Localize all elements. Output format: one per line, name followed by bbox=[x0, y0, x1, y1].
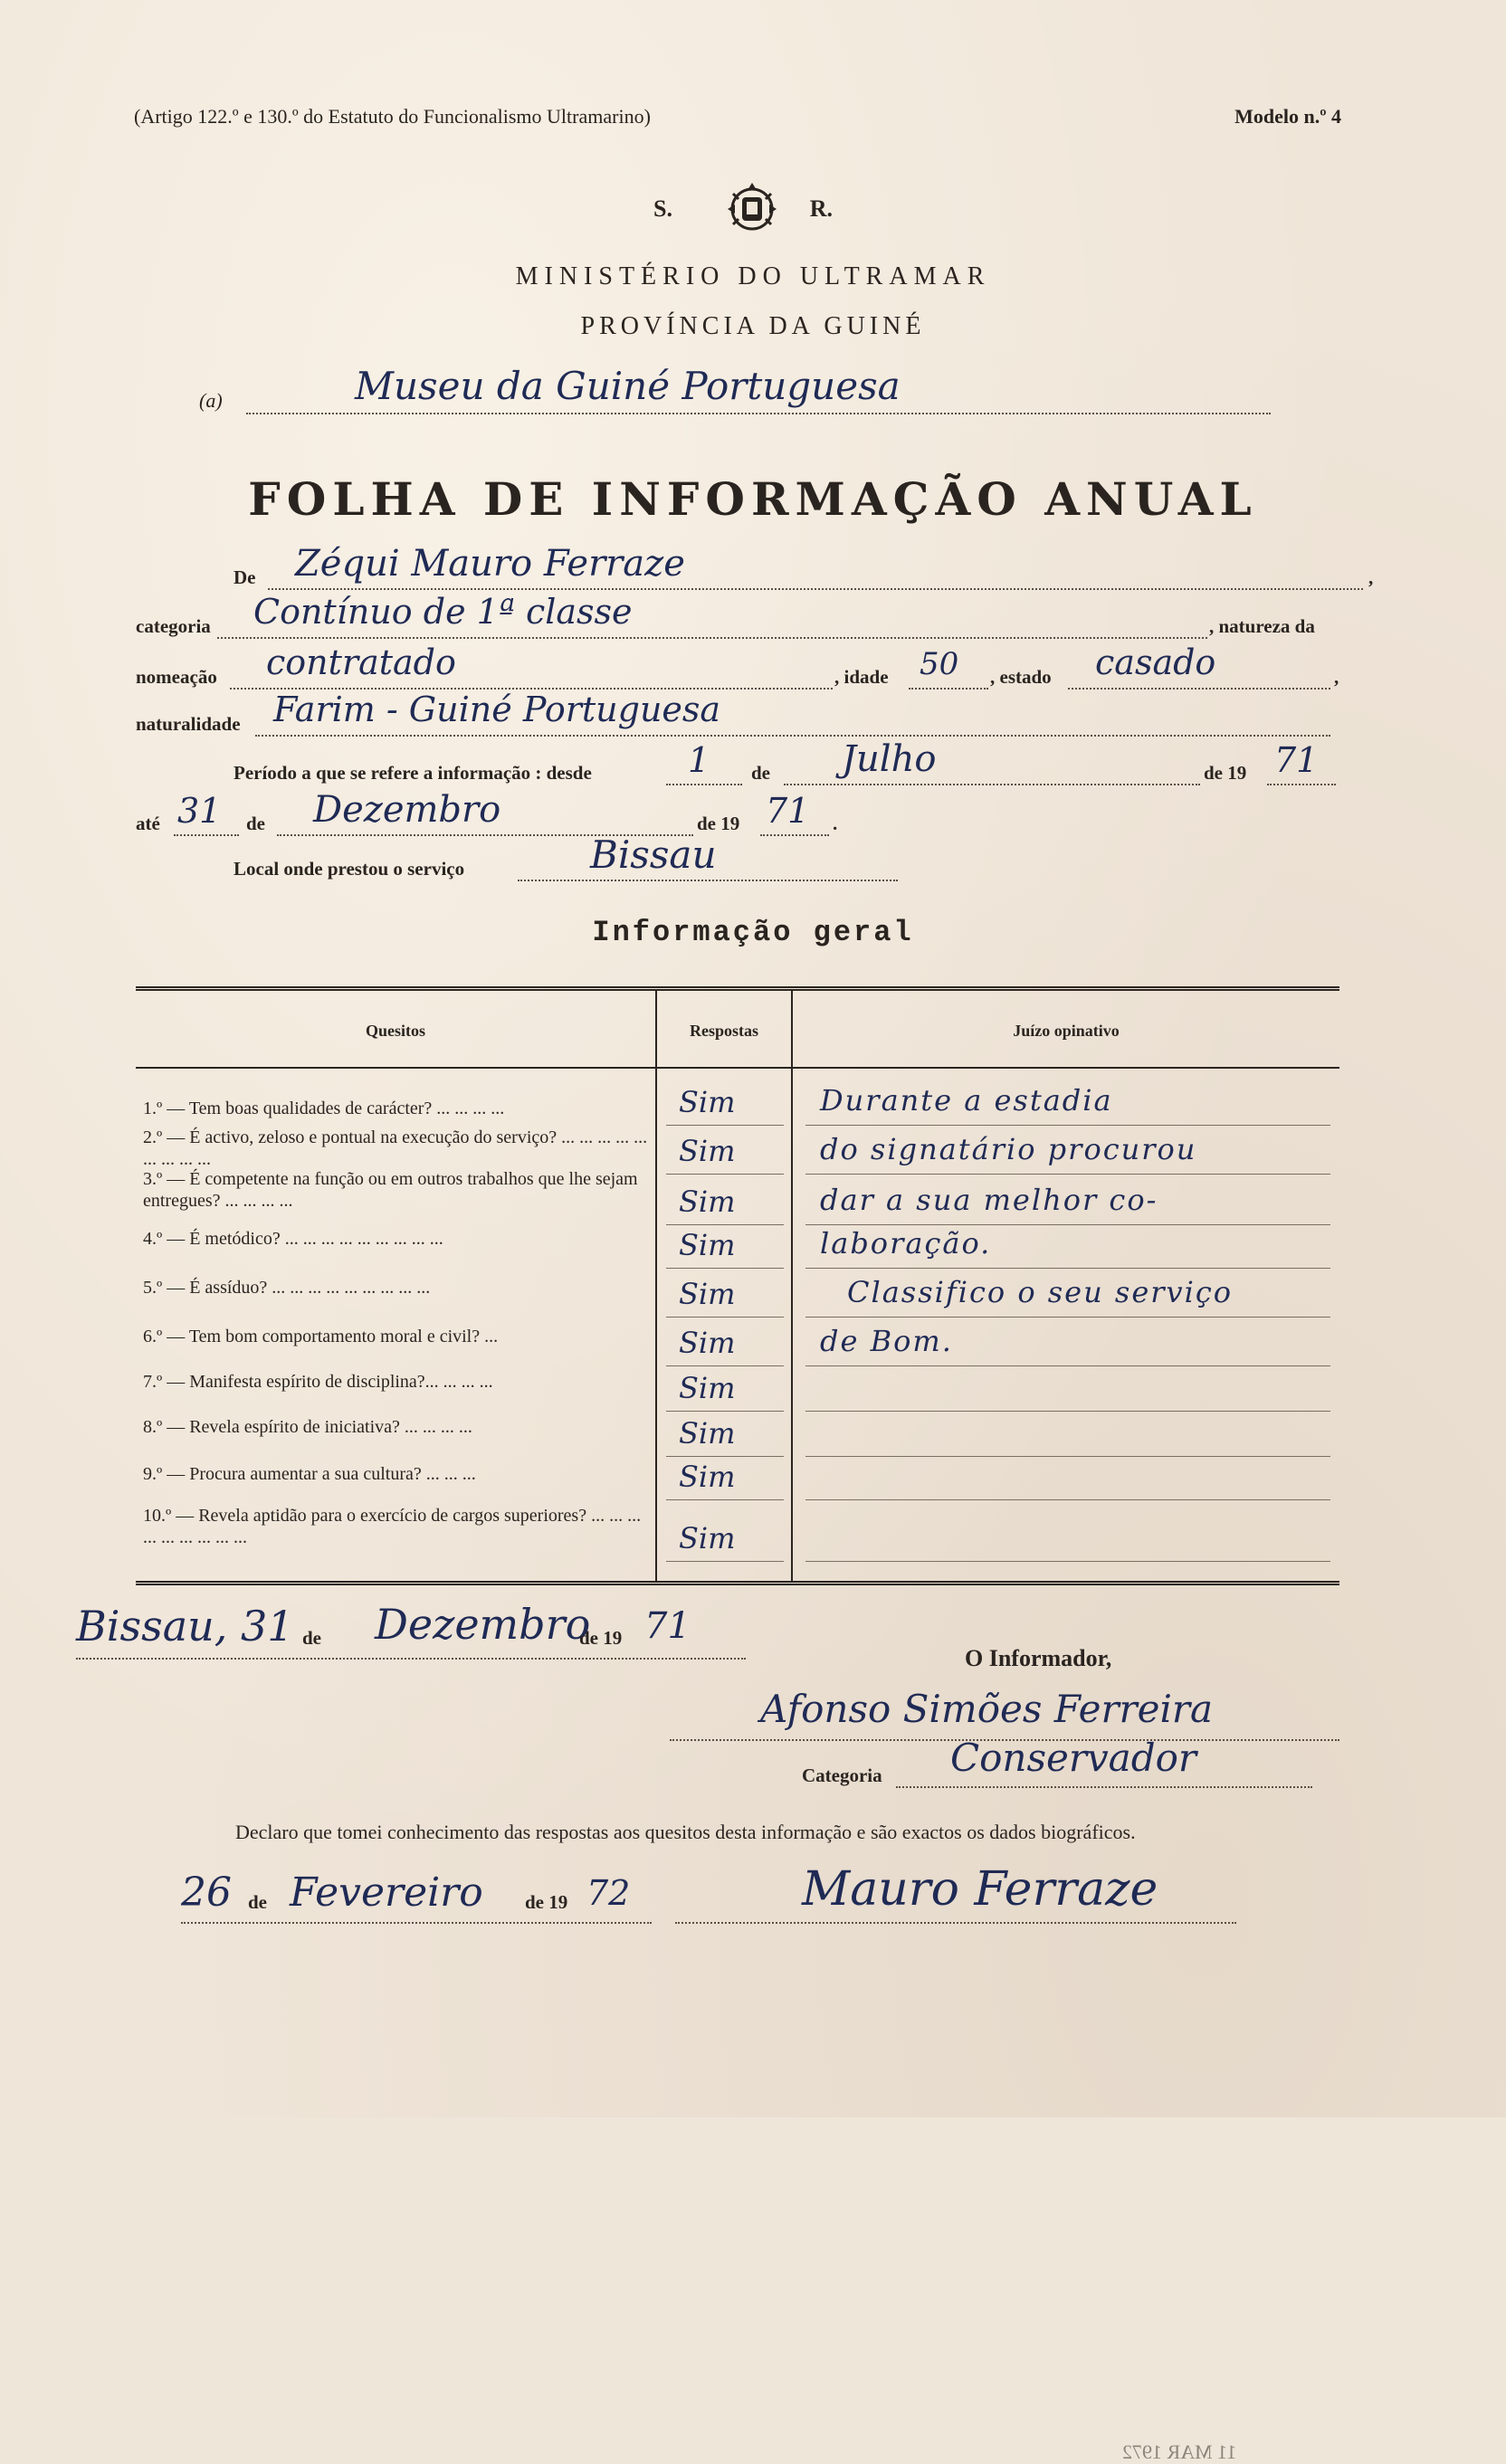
opinion-underline bbox=[805, 1456, 1330, 1457]
estado-value: casado bbox=[1095, 642, 1216, 682]
de-comma: , bbox=[1368, 566, 1374, 588]
sr-right: R. bbox=[809, 195, 833, 222]
answer-underline bbox=[666, 1456, 784, 1457]
categoria-value: Contínuo de 1ª classe bbox=[253, 592, 633, 632]
to-month-field bbox=[277, 789, 693, 836]
answer-4: Sim bbox=[679, 1228, 736, 1262]
nomeacao-label: nomeação bbox=[136, 666, 217, 688]
footer-year-value: 71 bbox=[644, 1605, 691, 1647]
declaration-date-field bbox=[181, 1869, 652, 1924]
footer-de-2: de 19 bbox=[579, 1627, 623, 1649]
informador-label: O Informador, bbox=[965, 1645, 1112, 1671]
declarant-signature: Mauro Ferraze bbox=[802, 1862, 1158, 1917]
answer-underline bbox=[666, 1411, 784, 1412]
to-year-value: 71 bbox=[766, 791, 810, 831]
from-day-field bbox=[666, 740, 742, 785]
answer-3: Sim bbox=[679, 1184, 736, 1219]
local-value: Bissau bbox=[590, 832, 717, 877]
answer-8: Sim bbox=[679, 1416, 736, 1451]
opinion-line-1: Durante a estadia bbox=[820, 1083, 1113, 1118]
estado-label: , estado bbox=[990, 666, 1052, 688]
declaration-text: Declaro que tomei conhecimento das respostas aos quesitos desta informação e são exactos os dados biográficos. bbox=[235, 1821, 1136, 1843]
place-date-value: Bissau, 31 bbox=[76, 1602, 294, 1651]
answer-9: Sim bbox=[679, 1460, 736, 1494]
de-value: Zéqui Mauro Ferraze bbox=[295, 543, 685, 585]
to-day-field bbox=[174, 791, 239, 836]
question-7: 7.º — Manifesta espírito de disciplina?... ... ... ... bbox=[143, 1372, 493, 1392]
form-title: FOLHA DE INFORMAÇÃO ANUAL bbox=[248, 472, 1258, 526]
to-year-field bbox=[760, 791, 829, 836]
answer-underline bbox=[666, 1125, 784, 1126]
answer-7: Sim bbox=[679, 1371, 736, 1405]
decl-de-1: de bbox=[248, 1891, 267, 1913]
question-10: 10.º — Revela aptidão para o exercício de cargos superiores? ... ... ... ... ... ... ... ... ... bbox=[143, 1506, 642, 1547]
coat-of-arms-icon bbox=[722, 177, 782, 241]
answer-6: Sim bbox=[679, 1326, 736, 1360]
opinion-line-3: dar a sua melhor co- bbox=[820, 1183, 1158, 1217]
footer-categoria-value: Conservador bbox=[950, 1736, 1196, 1780]
section-title: Informação geral bbox=[592, 916, 914, 949]
period-de-2: de 19 bbox=[1204, 762, 1247, 784]
question-3: 3.º — É competente na função ou em outros trabalhos que lhe sejam entregues? ... ... ... ... bbox=[143, 1169, 638, 1211]
de-field bbox=[268, 543, 1363, 590]
a-label: (a) bbox=[199, 389, 223, 412]
period-de-4: de 19 bbox=[697, 813, 740, 834]
opinion-underline bbox=[805, 1499, 1330, 1500]
article-reference: (Artigo 122.º e 130.º do Estatuto do Funcionalismo Ultramarino) bbox=[134, 105, 651, 128]
period-de-3: de bbox=[246, 813, 265, 834]
footer-categoria-label: Categoria bbox=[802, 1765, 882, 1786]
question-1: 1.º — Tem boas qualidades de carácter? ... ... ... ... bbox=[143, 1099, 505, 1118]
opinion-underline bbox=[805, 1317, 1330, 1318]
decl-year-value: 72 bbox=[586, 1873, 631, 1913]
categoria-field bbox=[217, 592, 1207, 639]
opinion-underline bbox=[805, 1411, 1330, 1412]
sr-left: S. bbox=[653, 195, 672, 222]
header-rule bbox=[136, 1067, 1339, 1069]
header-quesitos: Quesitos bbox=[365, 1022, 425, 1040]
naturalidade-label: naturalidade bbox=[136, 713, 241, 735]
from-day-value: 1 bbox=[688, 740, 710, 780]
decl-month-value: Fevereiro bbox=[290, 1869, 483, 1916]
answer-5: Sim bbox=[679, 1277, 736, 1311]
period-de-1: de bbox=[751, 762, 770, 784]
idade-field bbox=[909, 646, 988, 690]
nomeacao-value: contratado bbox=[266, 642, 456, 682]
opinion-line-4: laboração. bbox=[820, 1226, 992, 1261]
from-year-value: 71 bbox=[1274, 740, 1319, 780]
from-year-field bbox=[1267, 740, 1336, 785]
model-number: Modelo n.º 4 bbox=[1234, 105, 1341, 128]
ate-label: até bbox=[136, 813, 160, 834]
opinion-underline bbox=[805, 1174, 1330, 1175]
place-date-field bbox=[76, 1600, 746, 1660]
from-month-field bbox=[784, 738, 1200, 785]
question-5: 5.º — É assíduo? ... ... ... ... ... ... ... ... ... bbox=[143, 1278, 431, 1298]
question-9: 9.º — Procura aumentar a sua cultura? ... ... ... bbox=[143, 1464, 476, 1484]
local-label: Local onde prestou o serviço bbox=[234, 858, 465, 880]
answer-underline bbox=[666, 1317, 784, 1318]
to-day-value: 31 bbox=[177, 791, 222, 831]
idade-value: 50 bbox=[920, 646, 959, 682]
footer-month-value: Dezembro bbox=[375, 1600, 591, 1649]
period-label: Período a que se refere a informação : desde bbox=[234, 762, 592, 784]
ministry-title: MINISTÉRIO DO ULTRAMAR bbox=[515, 262, 991, 290]
categoria-label: categoria bbox=[136, 615, 211, 637]
opinion-underline bbox=[805, 1224, 1330, 1225]
local-field bbox=[518, 832, 898, 881]
a-field bbox=[246, 364, 1271, 414]
date-stamp: 11 MAR 1972 bbox=[1122, 2440, 1237, 2463]
informador-sig-field bbox=[670, 1687, 1339, 1741]
footer-de-1: de bbox=[302, 1627, 321, 1649]
estado-field bbox=[1068, 642, 1330, 690]
answer-underline bbox=[666, 1268, 784, 1269]
declarant-sig-field bbox=[675, 1862, 1236, 1924]
naturalidade-value: Farim - Guiné Portuguesa bbox=[273, 690, 721, 729]
opinion-line-5: Classifico o seu serviço bbox=[847, 1275, 1234, 1309]
decl-de-2: de 19 bbox=[525, 1891, 568, 1913]
answer-underline bbox=[666, 1365, 784, 1366]
question-6: 6.º — Tem bom comportamento moral e civil? ... bbox=[143, 1327, 499, 1346]
nomeacao-field bbox=[230, 642, 833, 690]
from-month-value: Julho bbox=[842, 738, 937, 780]
province-title: PROVÍNCIA DA GUINÉ bbox=[580, 312, 926, 340]
a-value: Museu da Guiné Portuguesa bbox=[355, 364, 901, 408]
naturalidade-field bbox=[255, 690, 1330, 737]
answer-underline bbox=[666, 1499, 784, 1500]
footer-categoria-field bbox=[896, 1736, 1312, 1788]
opinion-underline bbox=[805, 1268, 1330, 1269]
header-juizo: Juízo opinativo bbox=[1013, 1022, 1120, 1040]
answer-1: Sim bbox=[679, 1085, 736, 1119]
de-label: De bbox=[234, 566, 256, 588]
col-divider-2 bbox=[791, 991, 793, 1581]
informador-signature: Afonso Simões Ferreira bbox=[760, 1687, 1214, 1731]
answer-underline bbox=[666, 1224, 784, 1225]
header-respostas: Respostas bbox=[689, 1022, 758, 1040]
question-8: 8.º — Revela espírito de iniciativa? ... ... ... ... bbox=[143, 1417, 472, 1437]
natureza-label: , natureza da bbox=[1209, 615, 1315, 637]
decl-day-value: 26 bbox=[181, 1869, 232, 1916]
col-divider-1 bbox=[655, 991, 657, 1581]
question-4: 4.º — É metódico? ... ... ... ... ... ... ... ... ... bbox=[143, 1229, 443, 1249]
idade-label: , idade bbox=[834, 666, 889, 688]
opinion-underline bbox=[805, 1365, 1330, 1366]
estado-comma: , bbox=[1334, 666, 1339, 688]
opinion-underline bbox=[805, 1561, 1330, 1562]
to-month-value: Dezembro bbox=[313, 789, 501, 831]
answer-2: Sim bbox=[679, 1134, 736, 1168]
opinion-line-6: de Bom. bbox=[820, 1324, 953, 1358]
opinion-line-2: do signatário procurou bbox=[820, 1132, 1197, 1166]
to-year-period: . bbox=[833, 813, 838, 834]
answer-10: Sim bbox=[679, 1521, 736, 1555]
opinion-underline bbox=[805, 1125, 1330, 1126]
question-2: 2.º — É activo, zeloso e pontual na execução do serviço? ... ... ... ... ... ... ... ... ... bbox=[143, 1127, 648, 1169]
answer-underline bbox=[666, 1561, 784, 1562]
coat-of-arms-block bbox=[634, 177, 869, 259]
answer-underline bbox=[666, 1174, 784, 1175]
